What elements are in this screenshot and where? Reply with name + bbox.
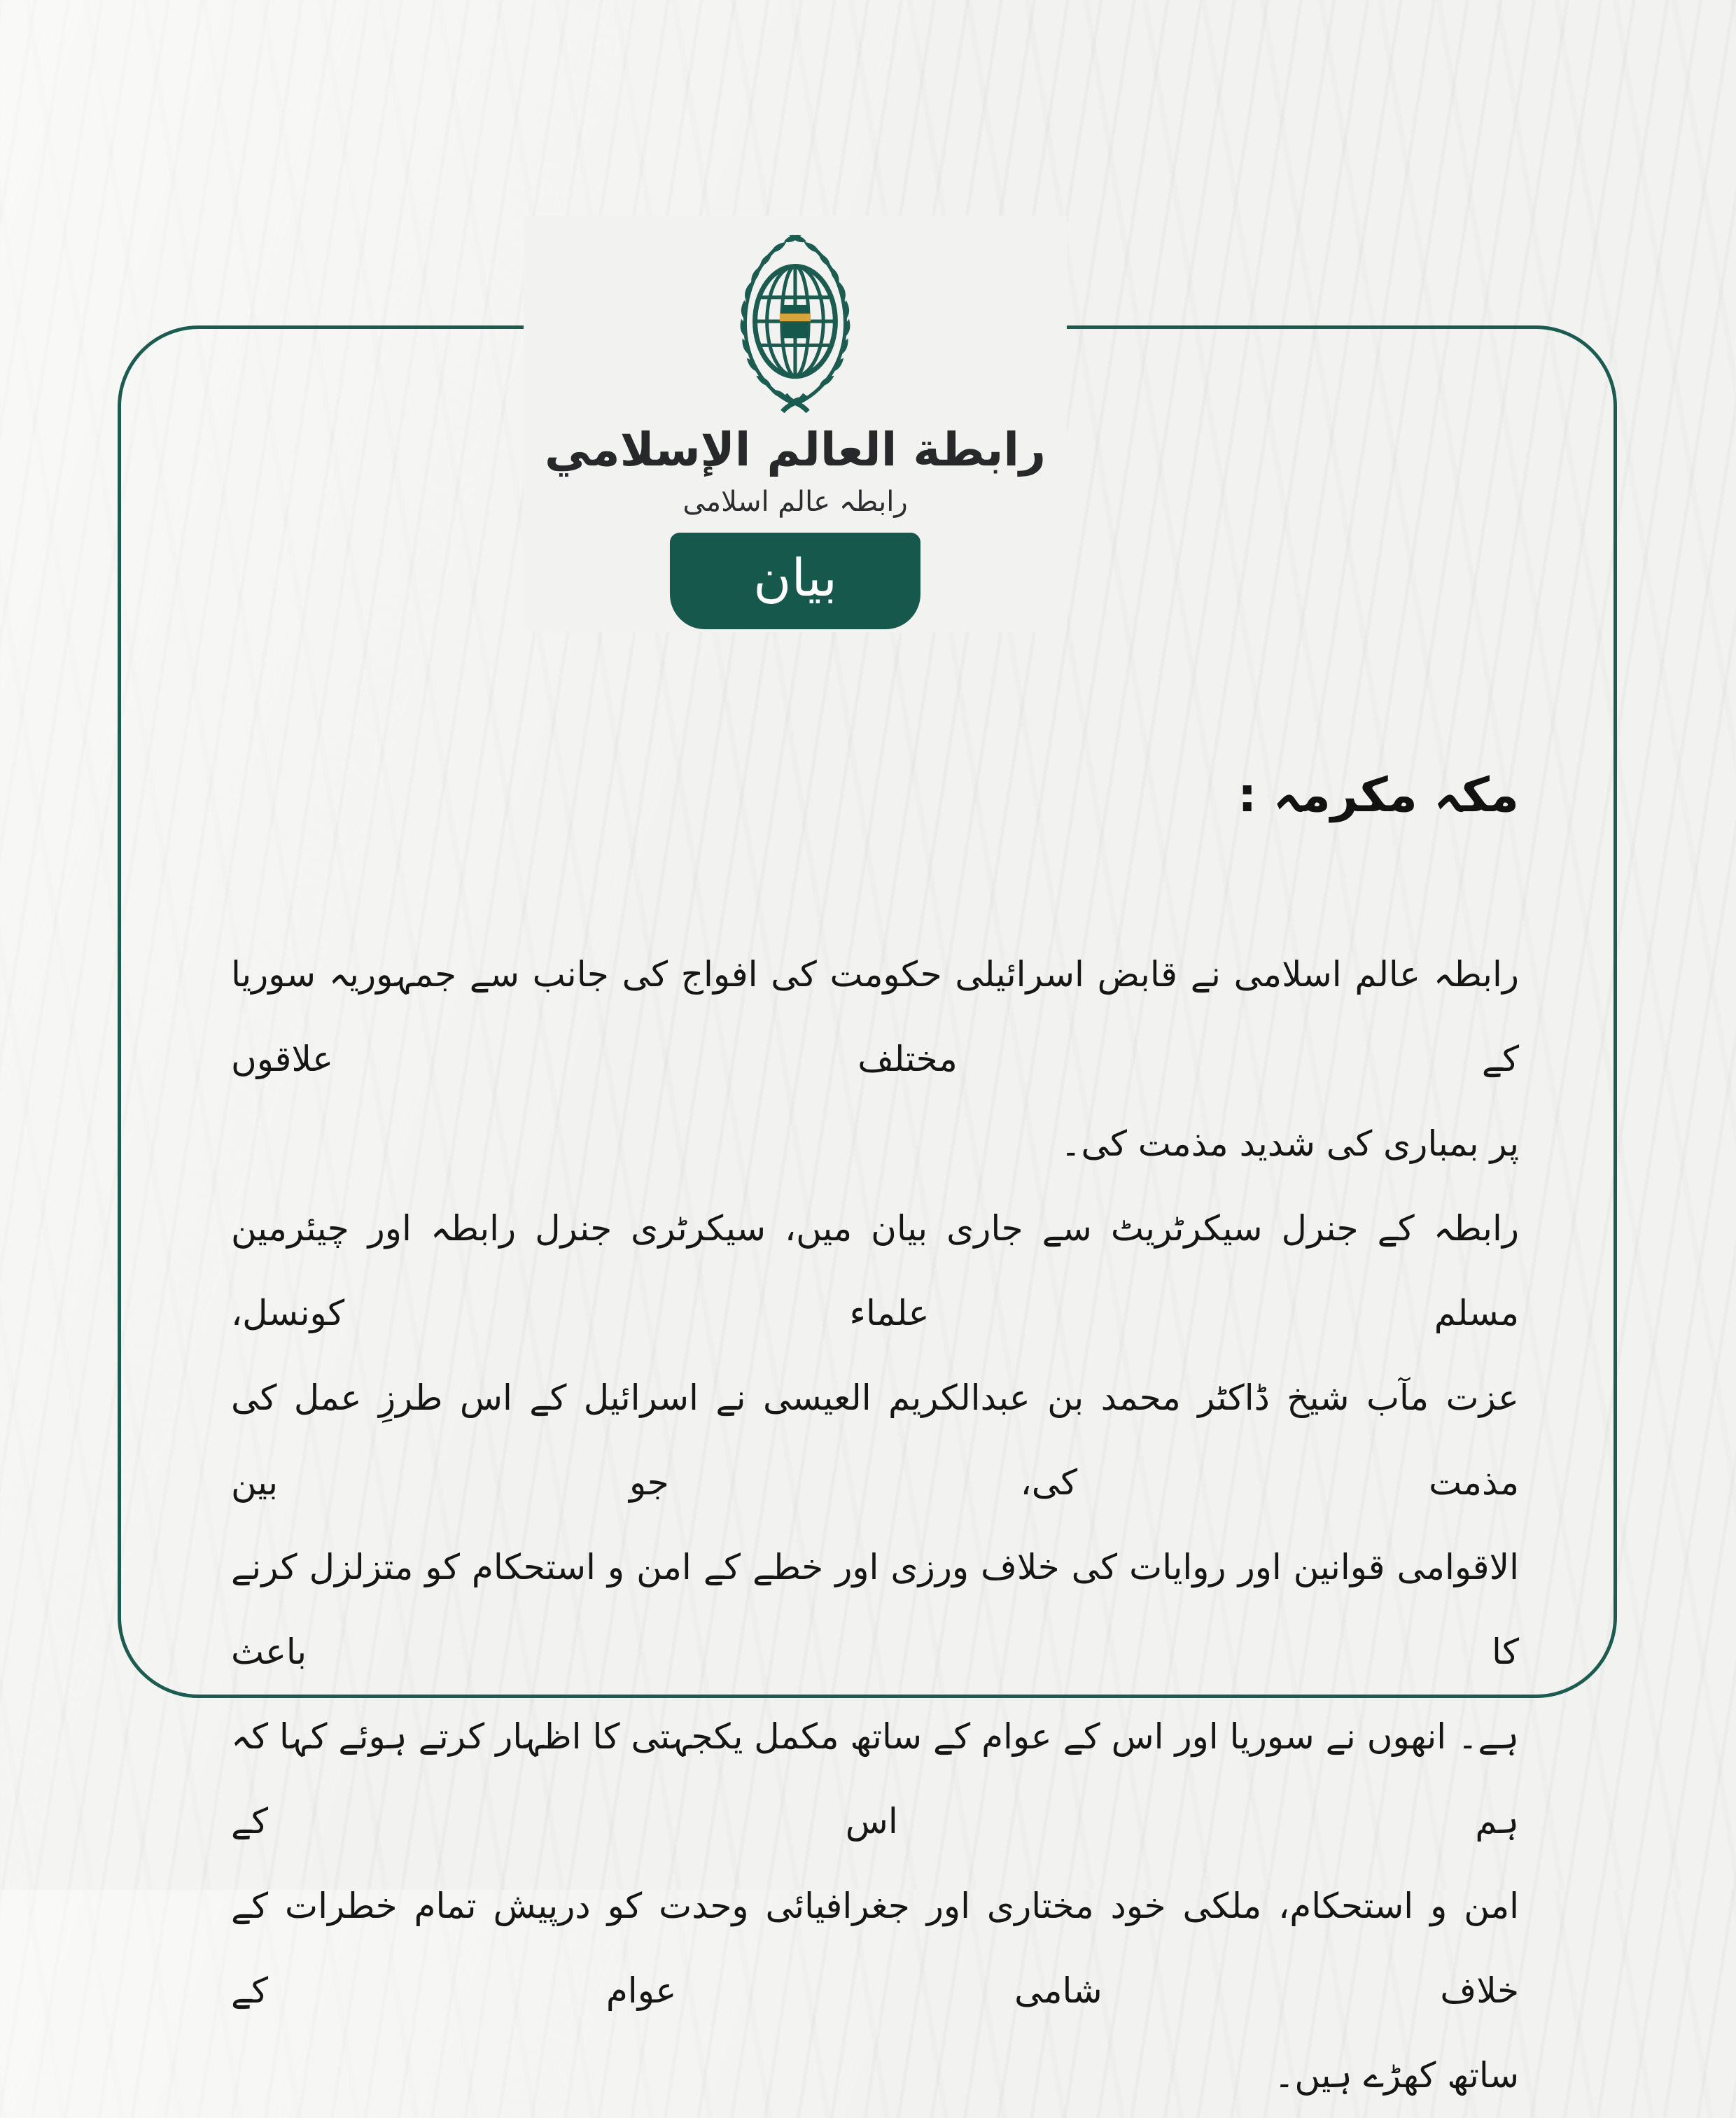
statement-line: عزت مآب شیخ ڈاکٹر محمد بن عبدالکریم العیسی نے اسرائیل کے اس طرزِ عمل کی مذمت کی، جو بین bbox=[231, 1377, 1519, 1503]
org-name-arabic: رابطة العالم الإسلامي bbox=[544, 423, 1046, 477]
statement-line: ساتھ کھڑے ہیں۔ bbox=[1274, 2055, 1519, 2096]
dateline-makkah: مکہ مکرمہ : bbox=[1238, 768, 1519, 823]
statement-line: امن و استحکام، ملکی خود مختاری اور جغرافیائی وحدت کو درپیش تمام خطرات کے خلاف شامی عوام کے bbox=[231, 1886, 1519, 2011]
statement-line: رابطہ کے جنرل سیکرٹریٹ سے جاری بیان میں، سیکرٹری جنرل رابطہ اور چیئرمین مسلم علماء کونسل، bbox=[231, 1208, 1519, 1333]
statement-body bbox=[231, 932, 1519, 2118]
org-name-urdu: رابطہ عالم اسلامی bbox=[682, 485, 908, 518]
statement-banner bbox=[670, 533, 920, 629]
kaaba-icon bbox=[780, 305, 811, 338]
statement-line: رابطہ عالم اسلامی نے قابض اسرائیلی حکومت کی افواج کی جانب سے جمہوریہ سوریا کے مختلف علاقوں bbox=[231, 954, 1519, 1079]
letterhead bbox=[524, 216, 1067, 632]
statement-line: پر بمباری کی شدید مذمت کی۔ bbox=[1060, 1123, 1519, 1164]
statement-line: الاقوامی قوانین اور روایات کی خلاف ورزی اور خطے کے امن و استحکام کو متزلزل کرنے کا باعث bbox=[231, 1547, 1519, 1672]
mwl-emblem-icon bbox=[724, 216, 867, 413]
statement-line: ہے۔ انھوں نے سوریا اور اس کے عوام کے ساتھ مکمل یکجہتی کا اظہار کرتے ہوئے کہا کہ ہم اس کے bbox=[231, 1716, 1519, 1842]
banner-label: بیان bbox=[753, 547, 837, 608]
